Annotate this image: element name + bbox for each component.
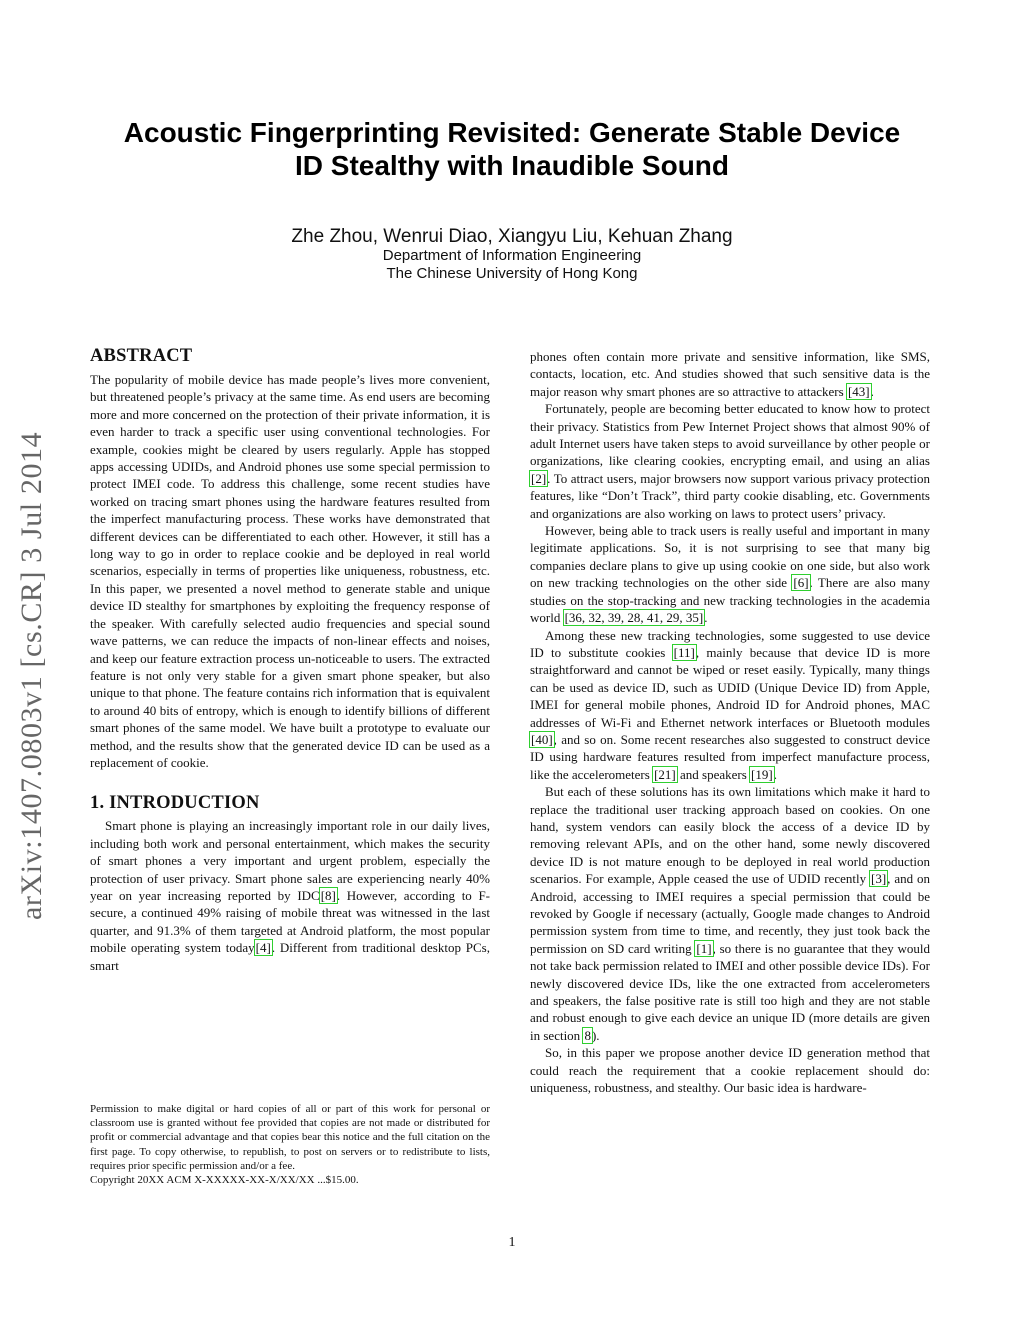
citation-link-1[interactable]: [1] — [696, 940, 712, 956]
right-paragraph-1 — [530, 400, 930, 522]
text-segment: . — [870, 383, 874, 399]
text-segment: ). — [591, 1027, 600, 1043]
citation-link-40[interactable]: [40] — [531, 731, 553, 747]
left-column — [90, 345, 490, 974]
text-segment: Among these new tracking technologies, some suggested to use device ID to substitute cookies — [530, 627, 930, 660]
permission-footnote — [90, 1102, 490, 1187]
citation-link-6[interactable]: [6] — [793, 575, 809, 591]
text-segment: , and so on. Some recent researches also suggested to construct device ID using hardware features resulted from imperfect manufacture process, like the accelerometers — [530, 731, 930, 782]
right-column — [530, 348, 930, 1096]
citation-link-11[interactable]: [11] — [673, 644, 695, 660]
abstract-text: The popularity of mobile device has made people’s lives more convenient, but threatened people’s privacy at the same time. As end users are becoming more and more concerned on the protection of their private information, it is even harder to track a specific user using conventional technologies. For example, cookies might be cleared by users regularly. Apple has stopped apps accessing UDIDs, and Android phones use some special permission to protect IMEI code. To address this challenge, some recent studies have worked on tracing smart phones using the hardware features resulted from the imperfect manufacturing process. These works have demonstrated that different devices can be differentiated to each other. However, it still has a long way to go in order to replace cookie and be deployed in real world scenarios, especially in terms of properties like uniqueness, robustness, etc. In this paper, we presented a novel method to generate stable and unique device ID stealthy for smartphones by exploiting the frequency response of the speaker. With carefully selected audio frequencies and special sound wave patterns, we can reduce the impacts of non-linear effects and noises, and keep our feature extraction process un-noticeable to users. The extracted feature is not only very stable for a given smart phone speaker, but also unique to that phone. The feature contains rich information that is equivalent to around 40 bits of entropy, which is enough to identify billions of different smart phones of the same model. We have built a prototype to evaluate our method, and the results show that the generated device ID can be used as a replacement of cookie. — [90, 372, 490, 770]
text-segment: Smart phone is playing an increasingly important role in our daily lives, including both work and personal entertainment, which makes the security of smart phones a very important and urgent problem, especially the protection of user privacy. Smart phone sales are experiencing nearly 40% year on year increasing reported by IDC — [90, 818, 490, 903]
section-link-8[interactable]: 8 — [584, 1027, 591, 1043]
right-paragraph-5 — [530, 1044, 930, 1096]
author-list: Zhe Zhou, Wenrui Diao, Xiangyu Liu, Kehuan Zhang — [291, 226, 733, 247]
text-segment: . — [704, 610, 708, 626]
permission-notice: Permission to make digital or hard copies of all or part of this work for personal or classroom use is granted without fee provided that copies are not made or distributed for profit or commercial advantage and that copies bear this notice and the full citation on the first page. To copy otherwise, to republish, to post on servers or to redistribute to lists, requires prior specific permission and/or a fee. — [90, 1103, 490, 1172]
copyright-notice: Copyright 20XX ACM X-XXXXX-XX-X/XX/XX ...$15.00. — [90, 1174, 359, 1187]
text-segment: phones often contain more private and sensitive information, like SMS, contacts, location, etc. And studies showed that such sensitive data is the major reason why smart phones are so attractive to attackers — [530, 349, 930, 399]
abstract-heading: ABSTRACT — [90, 346, 193, 366]
affiliation-department: Department of Information Engineering — [382, 247, 642, 264]
text-segment: But each of these solutions has its own limitations which make it hard to replace the traditional user tracking approach based on cookies. On one hand, system vendors can easily block the access of a device ID by removing relevant APIs, and on the other hand, some newly discovered device ID is not mature enough to be deployed in real world production scenarios. For example, Apple ceased the use of UDID recently — [530, 784, 930, 887]
introduction-heading: 1. INTRODUCTION — [90, 793, 260, 814]
citation-link-19[interactable]: [19] — [751, 766, 773, 782]
text-segment: However, being able to track users is really useful and important in many legitimate applications. So, it is not surprising to see that many big companies declare plans to give up using cookie on one side, but also work on new tracking technologies on the other side — [530, 523, 930, 591]
right-paragraph-2 — [530, 522, 930, 626]
affiliation — [60, 247, 964, 283]
affiliation-university: The Chinese University of Hong Kong — [386, 265, 638, 282]
citation-link-4[interactable]: [4] — [255, 940, 271, 956]
citation-link-43[interactable]: [43] — [847, 383, 870, 399]
text-segment: and speakers — [676, 766, 751, 782]
text-segment: Fortunately, people are becoming better educated to know how to protect their privacy. Statistics from Pew Internet Project shows that almost 90% of adult Internet users have taken steps to avoid surveillance by other people or organizations, like clearing cookies, encrypting email, and using an alias — [530, 401, 930, 469]
text-segment: . However, according to F-secure, a continued 49% raising of mobile threat was witnessed in the last quarter, and 91.3% of them targeted at Android platform, the most popular mobile operating system today — [90, 887, 491, 956]
citation-link-3[interactable]: [3] — [871, 871, 887, 887]
text-segment: . There are also many studies on the stop-tracking and new tracking technologies in the academia world — [530, 575, 930, 626]
right-paragraph-4 — [530, 783, 930, 1044]
right-paragraph-3 — [530, 627, 930, 784]
citation-link-2[interactable]: [2] — [531, 470, 547, 486]
citation-link-group[interactable]: [36, 32, 39, 28, 41, 29, 35] — [564, 610, 704, 626]
text-segment: So, in this paper we propose another device ID generation method that could reach the requirement that a cookie replacement should do: uniqueness, robustness, and stealthy. Our basic idea is hardware- — [530, 1045, 930, 1096]
citation-link-21[interactable]: [21] — [654, 766, 676, 782]
text-segment: , and on Android, accessing to IMEI requires a special permission that could be revoked by Google if necessary (actually, Google made changes to Android permission system from time to time, and recently, they just took back the permission on SD card writing — [530, 871, 930, 956]
paper-title-line-2: ID Stealthy with Inaudible Sound — [294, 150, 729, 181]
text-segment: . — [773, 766, 777, 782]
citation-link-8[interactable]: [8] — [320, 887, 336, 903]
text-segment: , mainly because that device ID is more straightforward and cannot be wiped or reset easily. Typically, many things can be used as device ID, such as UDID (Unique Device ID) from Apple, IMEI for general mobile phones, Android ID for Android phones, MAC addresses of Wi-Fi and Ethernet network interfaces or Bluetooth modules — [530, 644, 930, 730]
right-paragraph-0 — [530, 348, 930, 400]
introduction-paragraph-1 — [90, 817, 490, 974]
text-segment: . Different from traditional desktop PCs, smart — [90, 940, 490, 973]
text-segment: . To attract users, major browsers now support various privacy protection features, like “Don’t Track”, third party cookie disabling, etc. Governments and organizations are also working on laws to protect users’ privacy. — [530, 470, 930, 521]
paper-title-line-1: Acoustic Fingerprinting Revisited: Generate Stable Device — [123, 117, 901, 148]
paper-title — [60, 116, 964, 182]
arxiv-identifier-stamp: arXiv:1407.0803v1 [cs.CR] 3 Jul 2014 — [15, 431, 48, 920]
page-number: 1 — [508, 1235, 516, 1250]
text-segment: , so there is no guarantee that they would not take back permission related to IMEI and other possible device IDs). For newly discovered device IDs, like the one extracted from accelerometers and speakers, the false positive rate is still too high and they are not stable and robust enough to give each device an unique ID (more details are given in section — [530, 940, 931, 1043]
